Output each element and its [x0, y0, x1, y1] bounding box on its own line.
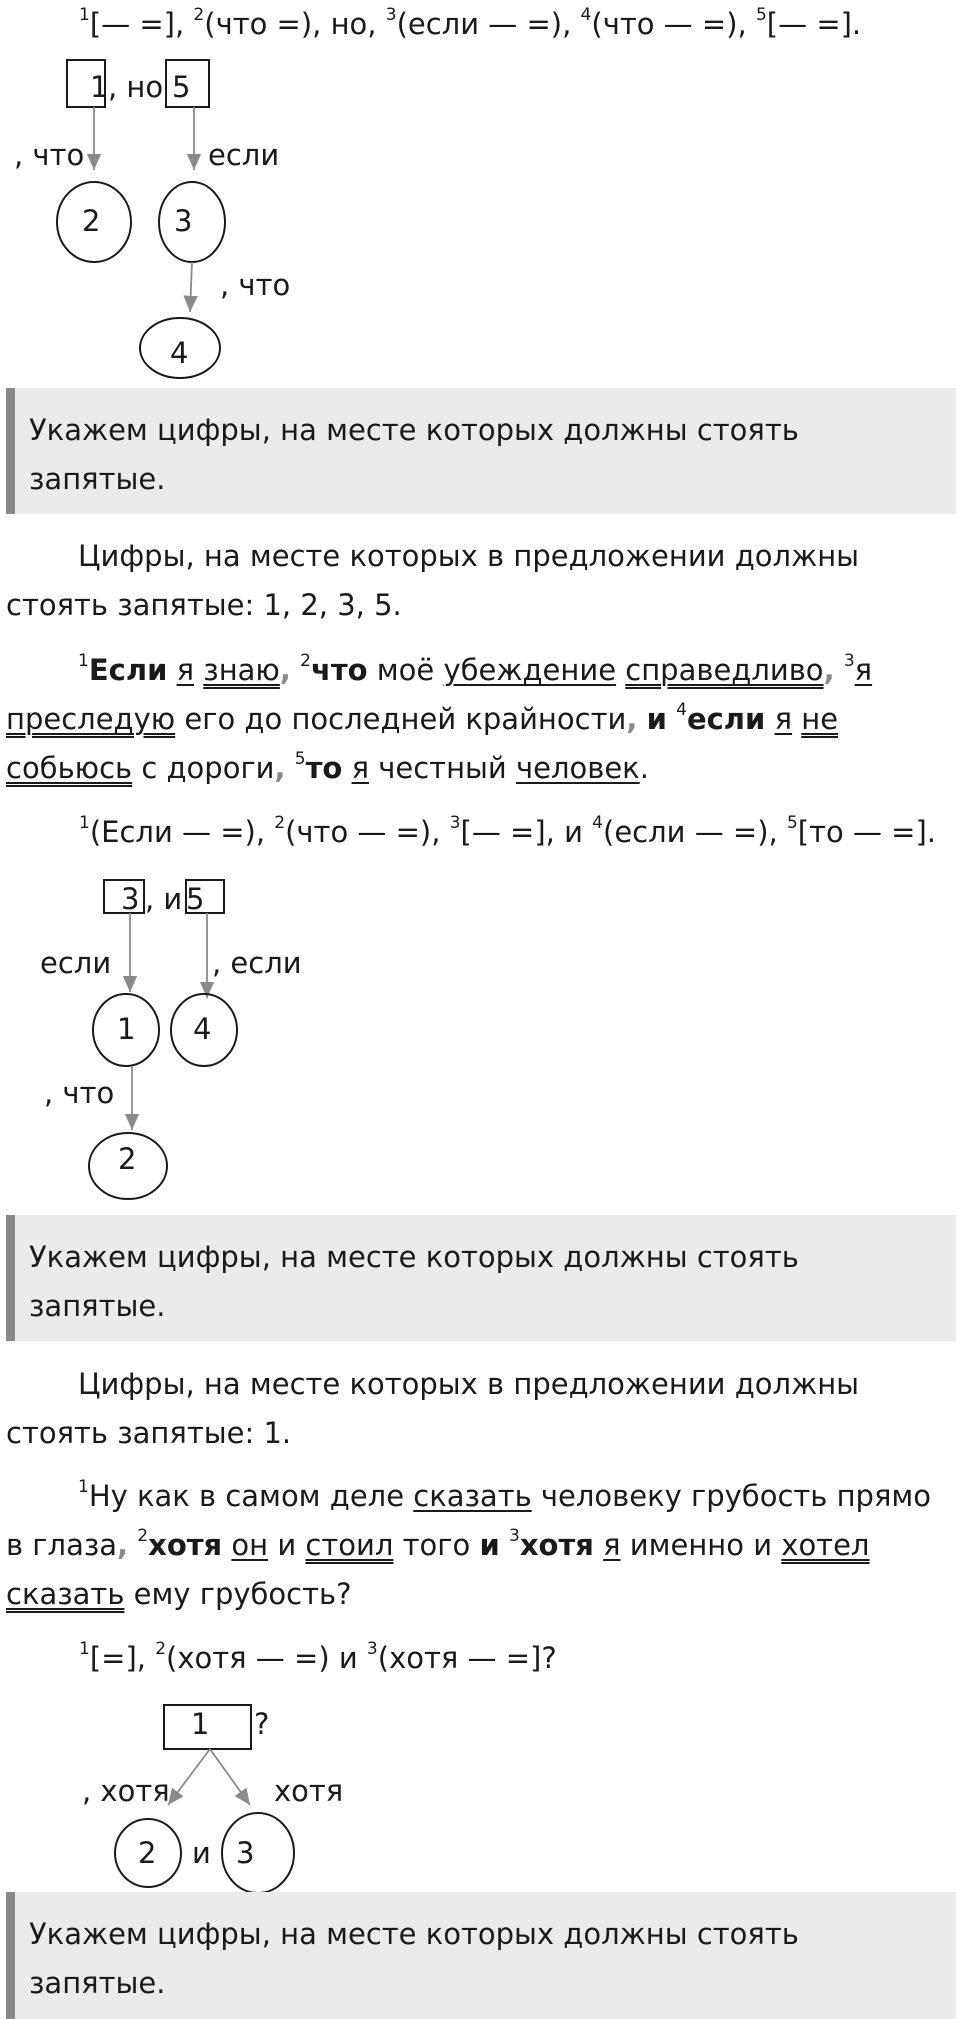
note-block: Укажем цифры, на месте которых должны стоять запятые.: [6, 388, 956, 514]
sentence-paragraph: $^1$Если я знаю, $^2$что моё убеждение справедливо, $^3$я преследую его до последней крайности, и $^4$если я не собьюсь с дороги, $^5$то я честный человек.: [6, 651, 873, 785]
note-block: Укажем цифры, на месте которых должны стоять запятые.: [6, 1215, 956, 1341]
label-esli-2: , если: [212, 946, 302, 980]
answer-paragraph: Цифры, на месте которых в предложении должны стоять запятые: 1.: [6, 1367, 860, 1450]
label-chto-2: , что: [220, 268, 291, 302]
box-3-digit: 3: [121, 882, 140, 916]
label-esli: если: [40, 946, 112, 980]
label-esli: если: [208, 138, 280, 172]
box-separator: , и: [145, 882, 183, 916]
arrow: [168, 1749, 210, 1805]
circle-4-digit: 4: [193, 1012, 212, 1046]
circle-2-digit: 2: [118, 1142, 137, 1176]
circle-3-digit: 3: [174, 204, 193, 238]
box-1-digit: 1: [191, 1707, 210, 1741]
circle-3: [222, 1813, 294, 1893]
arrow: [190, 262, 192, 312]
arrow: [210, 1749, 250, 1805]
answer-paragraph: Цифры, на месте которых в предложении должны стоять запятые: 1, 2, 3, 5.: [6, 539, 860, 622]
and-word: и: [192, 1836, 211, 1870]
scheme1-diagram: [0, 50, 400, 380]
sentence-paragraph: $^1$Ну как в самом деле сказать человеку грубость прямо в глаза, $^2$хотя он и стоил того и $^3$хотя я именно и хотел сказать ему грубость?: [6, 1477, 932, 1611]
label-chto: , что: [44, 1076, 115, 1110]
scheme2-formula: $^1$(Если — =), $^2$(что — =), $^3$[— =], и $^4$(если — =), $^5$[то — =].: [79, 813, 937, 849]
circle-2-digit: 2: [82, 204, 101, 238]
label-hotya: , хотя: [82, 1774, 170, 1808]
box-5-digit: 5: [186, 882, 205, 916]
box-1-digit: 1: [90, 70, 109, 104]
scheme3-formula: $^1$[=], $^2$(хотя — =) и $^3$(хотя — =]?: [79, 1639, 557, 1675]
question-mark: ?: [254, 1707, 270, 1741]
label-chto: , что: [14, 138, 85, 172]
box-5-digit: 5: [172, 70, 191, 104]
label-hotya-2: хотя: [274, 1774, 344, 1808]
circle-3-digit: 3: [236, 1836, 255, 1870]
circle-4-digit: 4: [170, 336, 189, 370]
box-separator: , но: [108, 70, 164, 104]
scheme1-formula: $^1$[— =], $^2$(что =), но, $^3$(если — =), $^4$(что — =), $^5$[— =].: [79, 5, 862, 41]
note-block: Укажем цифры, на месте которых должны стоять запятые.: [6, 1892, 956, 2019]
circle-1-digit: 1: [117, 1012, 136, 1046]
circle-2-digit: 2: [138, 1836, 157, 1870]
